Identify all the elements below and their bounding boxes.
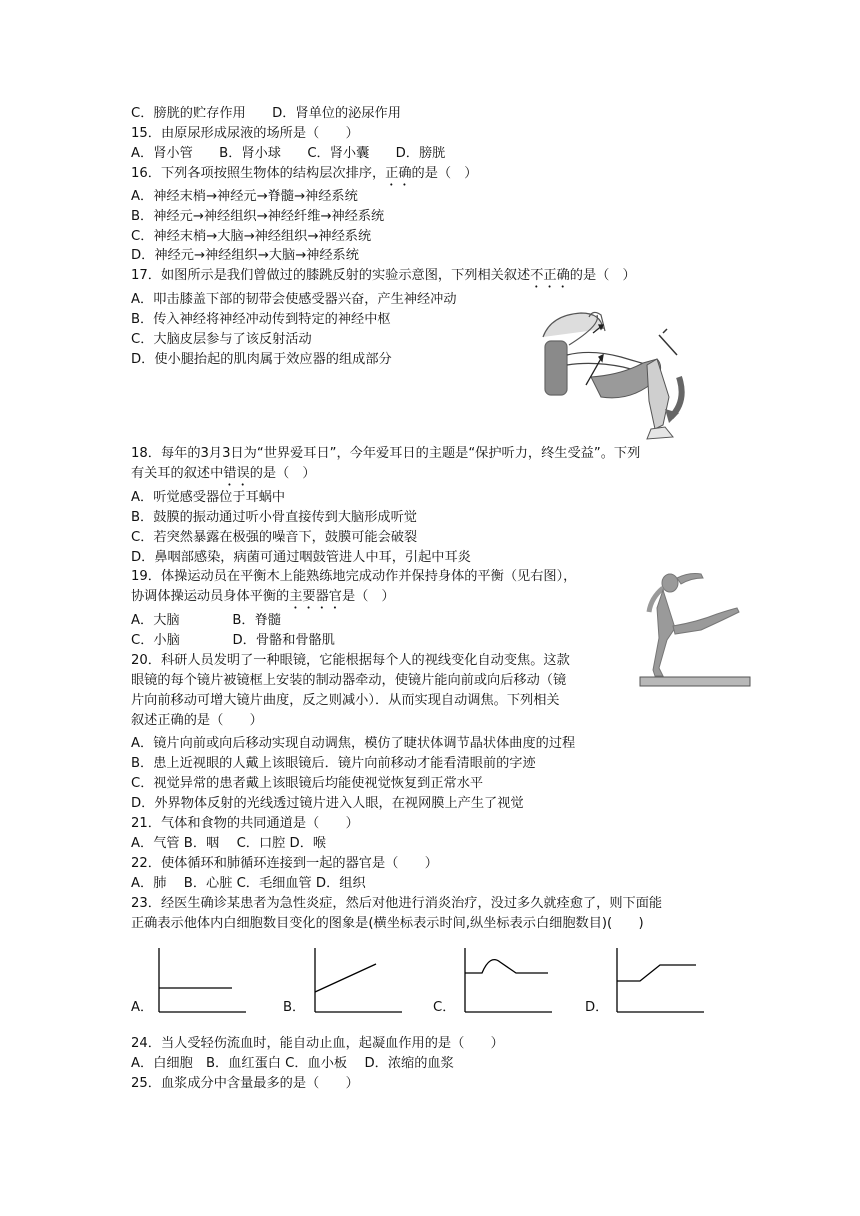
q23-stem-line1: 23．经医生确诊某患者为急性炎症，然后对他进行消炎治疗，没过多久就痊愈了，则下面能 [131, 896, 663, 911]
q18-option-c: C．若突然暴露在极强的噪音下，鼓膜可能会破裂 [131, 530, 418, 545]
graph-b [306, 944, 406, 1016]
q21-stem: 21．气体和食物的共同通道是（ ） [131, 816, 359, 831]
q20-option-a: A．镜片向前或向后移动实现自动调焦，模仿了睫状体调节晶状体曲度的过程 [131, 736, 576, 751]
q17-stem [131, 266, 636, 286]
graph-d-label: D． [585, 1000, 609, 1015]
graph-c [456, 944, 556, 1016]
q17-emphasis: 不正确 [530, 268, 570, 283]
q18-option-d: D．鼻咽部感染，病菌可通过咽鼓管进人中耳，引起中耳炎 [131, 550, 471, 565]
q18-stem-a: 有关耳的叙述中 [131, 466, 224, 481]
q19-stem-c: 是（ ） [342, 589, 395, 604]
q19-options-ab: A．大脑 B．脊髓 [131, 613, 281, 628]
graph-b-label: B． [283, 1000, 306, 1015]
q18-stem-line2 [131, 464, 316, 484]
q18-option-a: A．听觉感受器位于耳蜗中 [131, 490, 286, 505]
q18-emphasis: 错误 [223, 466, 250, 481]
q19-options-cd: C．小脑 D．骨骼和骨骼肌 [131, 633, 335, 648]
q23-stem-line2: 正确表示他体内白细胞数目变化的图象是(横坐标表示时间,纵坐标表示白细胞数目)( ) [131, 916, 644, 931]
q22-options: A．肺 B．心脏 C．毛细血管 D．组织 [131, 876, 366, 891]
q16-stem-a: 16．下列各项按照生物体的结构层次排序， [131, 166, 386, 181]
q19-stem-line2 [131, 587, 395, 607]
q17-option-d: D．使小腿抬起的肌肉属于效应器的组成部分 [131, 352, 392, 367]
q17-option-a: A．叩击膝盖下部的韧带会使感受器兴奋，产生神经冲动 [131, 292, 457, 307]
graph-c-curve [465, 960, 548, 973]
q17-option-b: B．传入神经将神经冲动传到特定的神经中枢 [131, 312, 391, 327]
q19-stem-line1: 19．体操运动员在平衡木上能熟练地完成动作并保持身体的平衡（见右图）， [131, 569, 577, 584]
q16-option-b: B．神经元→神经组织→神经纤维→神经系统 [131, 209, 385, 224]
q16-stem [131, 164, 477, 184]
graph-d [608, 944, 708, 1016]
q20-option-c: C．视觉异常的患者戴上该眼镜后均能使视觉恢复到正常水平 [131, 776, 484, 791]
q18-stem-line1: 18．每年的3月3日为“世界爱耳日”，今年爱耳日的主题是“保护听力，终生受益”。下列 [131, 446, 641, 461]
q24-options: A．白细胞 B．血红蛋白 C．血小板 D．浓缩的血浆 [131, 1056, 454, 1071]
q21-options: A．气管 B．咽 C．口腔 D．喉 [131, 836, 327, 851]
q17-stem-a: 17．如图所示是我们曾做过的膝跳反射的实验示意图，下列相关叙述 [131, 268, 531, 283]
graph-a [150, 944, 250, 1016]
graph-a-label: A． [131, 1000, 154, 1015]
graph-c-label: C． [433, 1000, 456, 1015]
q15-options: A．肾小管 B．肾小球 C．肾小囊 D．膀胱 [131, 146, 446, 161]
q19-emphasis: 主要器官 [289, 589, 342, 604]
q20-stem-line4: 叙述正确的是（ ） [131, 713, 263, 728]
gymnast-balance-beam-figure [637, 568, 753, 690]
q20-stem-line2: 眼镜的每个镜片被镜框上安装的制动器牵动，使镜片能向前或向后移动（镜 [131, 673, 567, 688]
q24-stem: 24．当人受轻伤流血时，能自动止血，起凝血作用的是（ ） [131, 1036, 504, 1051]
q18-option-b: B．鼓膜的振动通过听小骨直接传到大脑形成听觉 [131, 510, 417, 525]
q14-option-cd: C．膀胱的贮存作用 D．肾单位的泌尿作用 [131, 106, 401, 121]
q20-stem-line3: 片向前移动可增大镜片曲度，反之则减小）．从而实现自动调焦。下列相关 [131, 693, 560, 708]
q15-stem: 15．由原尿形成尿液的场所是（ ） [131, 126, 359, 141]
q20-stem-line1: 20．科研人员发明了一种眼镜，它能根据每个人的视线变化自动变焦。这款 [131, 653, 570, 668]
q16-option-c: C．神经末梢→大脑→神经组织→神经系统 [131, 229, 372, 244]
graph-d-curve [617, 965, 696, 981]
q17-stem-c: 的是（ ） [569, 268, 636, 283]
knee-jerk-reflex-figure [531, 305, 689, 445]
q16-option-d: D．神经元→神经组织→大脑→神经系统 [131, 248, 359, 263]
q22-stem: 22．使体循环和肺循环连接到一起的器官是（ ） [131, 856, 438, 871]
q16-option-a: A．神经末梢→神经元→脊髓→神经系统 [131, 189, 358, 204]
q16-emphasis: 正确 [385, 166, 412, 181]
q16-stem-c: 的是（ ） [411, 166, 478, 181]
q20-option-d: D．外界物体反射的光线透过镜片进入人眼，在视网膜上产生了视觉 [131, 796, 524, 811]
q19-stem-a: 协调体操运动员身体平衡的 [131, 589, 290, 604]
q25-stem: 25．血浆成分中含量最多的是（ ） [131, 1076, 359, 1091]
q18-stem-c: 的是（ ） [249, 466, 316, 481]
q17-option-c: C．大脑皮层参与了该反射活动 [131, 332, 312, 347]
graph-b-curve [315, 964, 376, 992]
q20-option-b: B．患上近视眼的人戴上该眼镜后．镜片向前移动才能看清眼前的字迹 [131, 756, 536, 771]
